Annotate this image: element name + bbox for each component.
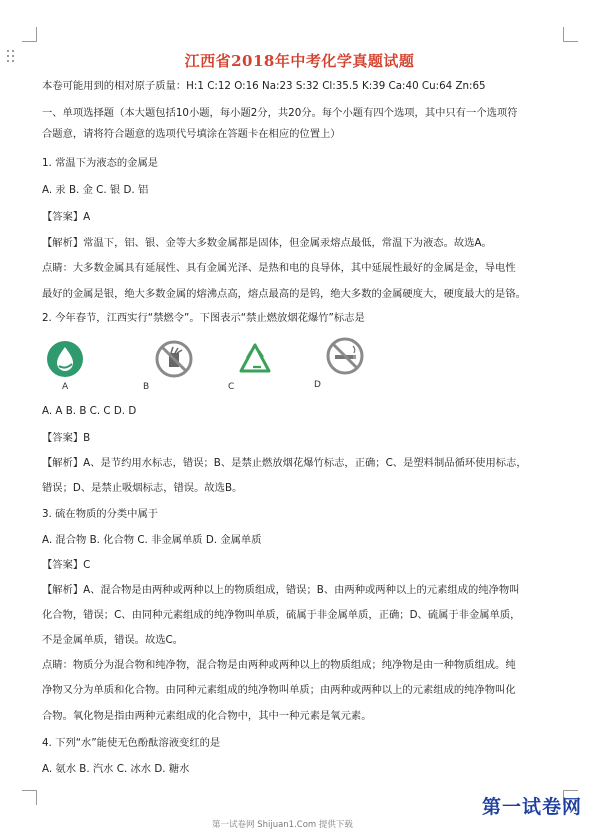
note-3-end: 合物。氧化物是指由两种元素组成的化合物中，其中一种元素是氧元素。 <box>42 710 372 722</box>
corner-mark-top-right <box>563 27 578 42</box>
note-3: 点睛：物质分为混合物和纯净物，混合物是由两种或两种以上的物质组成；纯净物是由一种物质组成。纯 <box>42 659 516 671</box>
corner-mark-top-left <box>22 27 37 42</box>
figure-label-c: C <box>228 382 235 392</box>
note-1-cont: 最好的金属是银，绝大多数金属的熔沸点高，熔点最高的是钨，绝大多数的金属硬度大，硬度最大的是铬。 <box>42 288 526 300</box>
question-3: 3. 硫在物质的分类中属于 <box>42 508 159 520</box>
page-footer: 第一试卷网 Shijuan1.Com 提供下载 <box>212 820 353 830</box>
question-4-options: A. 氨水 B. 汽水 C. 冰水 D. 糖水 <box>42 763 190 775</box>
no-smoking-sign-icon <box>325 336 365 376</box>
atomic-mass-line: 本卷可能用到的相对原子质量：H:1 C:12 O:16 Na:23 S:32 Cl:35.5 K:39 Ca:40 Cu:64 Zn:65 <box>42 80 486 92</box>
analysis-2-cont: 错误；D、是禁止吸烟标志，错误。故选B。 <box>42 482 243 494</box>
figure-label-b: B <box>143 382 150 392</box>
water-saving-sign-icon <box>45 339 85 379</box>
analysis-3-end: 不是金属单质，错误。故选C。 <box>42 634 184 646</box>
section-heading: 一、单项选择题（本大题包括10小题，每小题2分，共20分。每个小题有四个选项，其中只有一个选项符 <box>42 107 518 119</box>
analysis-3: 【解析】A、混合物是由两种或两种以上的物质组成，错误；B、由两种或两种以上的元素组成的纯净物叫 <box>42 584 520 596</box>
answer-1: 【答案】A <box>42 211 91 223</box>
analysis-1: 【解析】常温下，铝、银、金等大多数金属都是固体，但金属汞熔点最低，常温下为液态。故选A。 <box>42 237 492 249</box>
note-3-cont: 净物又分为单质和化合物。由同种元素组成的纯净物叫单质；由两种或两种以上的元素组成的纯净物叫化 <box>42 684 516 696</box>
question-4: 4. 下列“水”能使无色酚酞溶液变红的是 <box>42 737 221 749</box>
corner-mark-bottom-left <box>22 790 37 805</box>
brand-logo: 第一试卷网 <box>482 796 583 818</box>
note-1: 点睛：大多数金属具有延展性、具有金属光泽、是热和电的良导体，其中延展性最好的金属是金，导电性 <box>42 262 516 274</box>
figure-label-d: D <box>314 380 321 390</box>
question-2-options: A. A B. B C. C D. D <box>42 405 137 417</box>
question-1: 1. 常温下为液态的金属是 <box>42 157 159 169</box>
answer-2: 【答案】B <box>42 432 91 444</box>
analysis-3-cont: 化合物，错误；C、由同种元素组成的纯净物叫单质，硫属于非金属单质，正确；D、硫属于非金属单质， <box>42 609 521 621</box>
question-1-options: A. 汞 B. 金 C. 银 D. 铝 <box>42 184 149 196</box>
figure-label-a: A <box>62 382 69 392</box>
no-fireworks-sign-icon <box>154 339 194 379</box>
question-3-options: A. 混合物 B. 化合物 C. 非金属单质 D. 金属单质 <box>42 534 262 546</box>
section-heading-cont: 合题意，请将符合题意的选项代号填涂在答题卡在相应的位置上） <box>42 128 341 140</box>
recycle-sign-icon <box>235 339 275 379</box>
answer-3: 【答案】C <box>42 559 91 571</box>
question-2: 2. 今年春节，江西实行“禁燃令”。下图表示“禁止燃放烟花爆竹”标志是 <box>42 312 365 324</box>
page-title: 江西省2018年中考化学真题试题 <box>184 52 415 70</box>
analysis-2: 【解析】A、是节约用水标志，错误；B、是禁止燃放烟花爆竹标志，正确；C、是塑料制品循环使用标志， <box>42 457 527 469</box>
